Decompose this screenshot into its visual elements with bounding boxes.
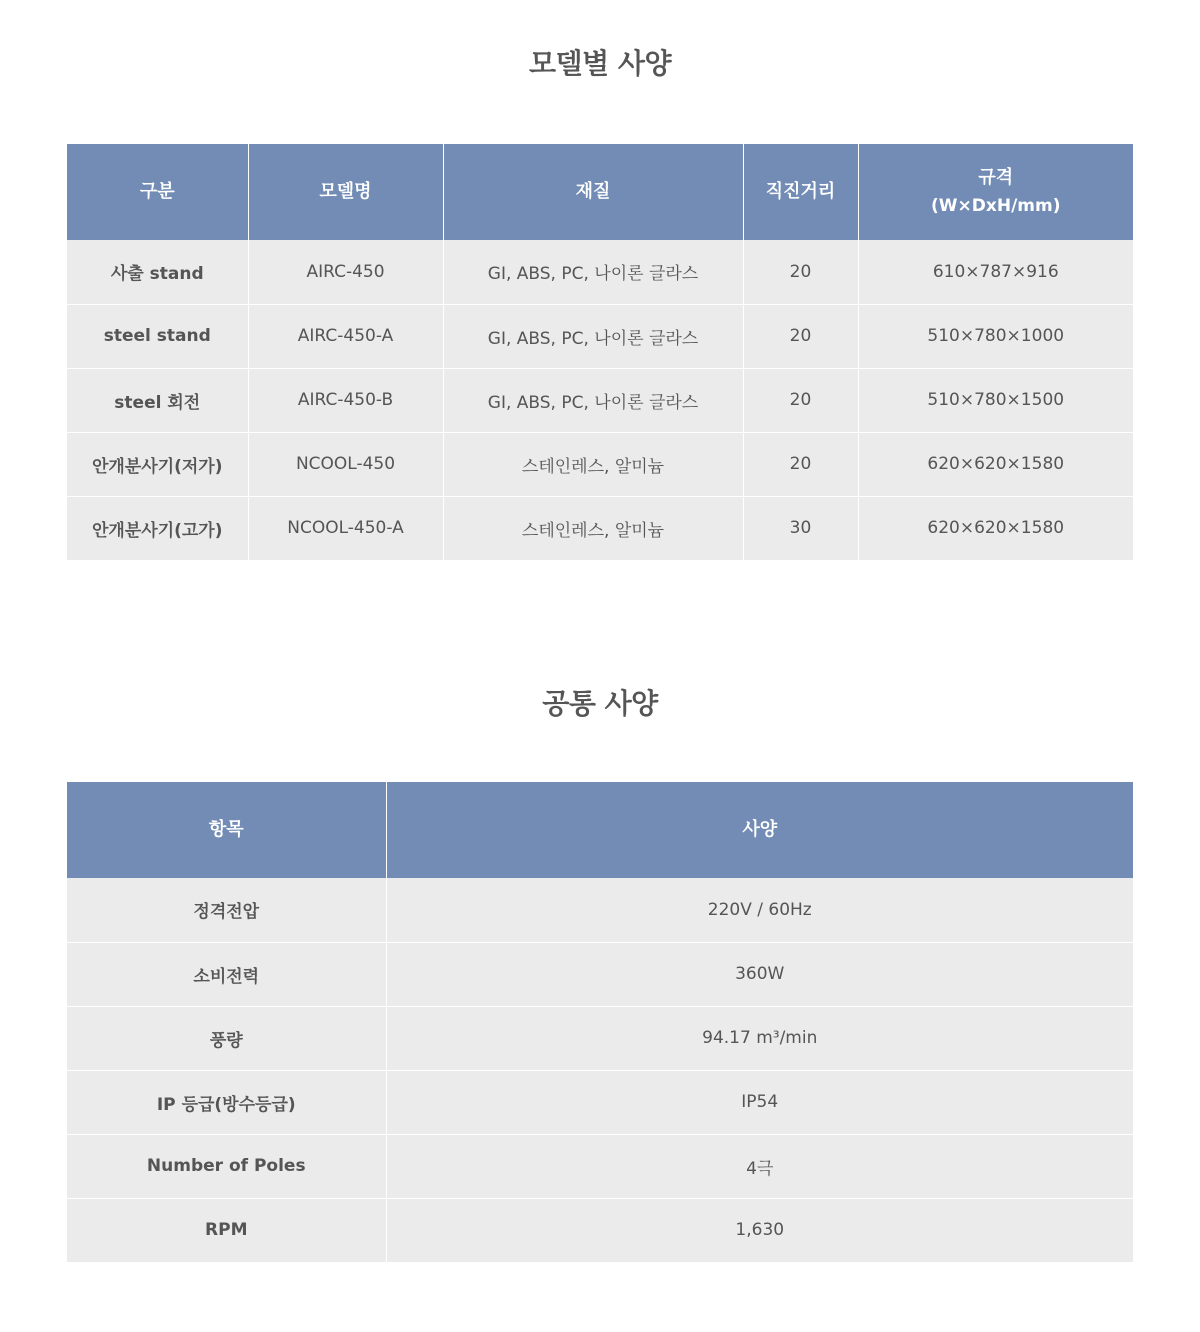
header-size-label: 규격 <box>978 167 1014 188</box>
table-row <box>67 1134 1133 1198</box>
table-row <box>67 1006 1133 1070</box>
cell-category: steel 회전 <box>67 368 248 432</box>
header-item: 항목 <box>67 782 386 878</box>
cell-material: GI, ABS, PC, 나이론 글라스 <box>443 368 743 432</box>
cell-size: 510×780×1500 <box>858 368 1133 432</box>
table-row <box>67 432 1133 496</box>
cell-model: AIRC-450 <box>248 240 443 304</box>
cell-material: 스테인레스, 알미늄 <box>443 432 743 496</box>
cell-item: 소비전력 <box>67 942 386 1006</box>
common-spec-title: 공통 사양 <box>542 687 658 720</box>
cell-category: 안개분사기(저가) <box>67 432 248 496</box>
cell-category: 사출 stand <box>67 240 248 304</box>
table-row <box>67 1198 1133 1262</box>
cell-spec: 360W <box>386 942 1133 1006</box>
cell-item: 정격전압 <box>67 878 386 942</box>
cell-category: 안개분사기(고가) <box>67 496 248 560</box>
cell-material: 스테인레스, 알미늄 <box>443 496 743 560</box>
cell-item: 풍량 <box>67 1006 386 1070</box>
cell-model: AIRC-450-B <box>248 368 443 432</box>
header-spec: 사양 <box>386 782 1133 878</box>
cell-size: 620×620×1580 <box>858 432 1133 496</box>
model-spec-table <box>67 144 1133 560</box>
table-header-row <box>67 782 1133 878</box>
common-spec-table <box>67 782 1133 1262</box>
cell-category: steel stand <box>67 304 248 368</box>
header-category: 구분 <box>67 144 248 240</box>
cell-distance: 20 <box>743 368 858 432</box>
header-model: 모델명 <box>248 144 443 240</box>
cell-spec: IP54 <box>386 1070 1133 1134</box>
table-row <box>67 878 1133 942</box>
cell-distance: 20 <box>743 240 858 304</box>
cell-spec: 94.17 m³/min <box>386 1006 1133 1070</box>
cell-item: Number of Poles <box>67 1134 386 1198</box>
cell-spec: 220V / 60Hz <box>386 878 1133 942</box>
table-row <box>67 496 1133 560</box>
table-row <box>67 942 1133 1006</box>
cell-material: GI, ABS, PC, 나이론 글라스 <box>443 304 743 368</box>
model-spec-title: 모델별 사양 <box>529 47 671 80</box>
cell-item: IP 등급(방수등급) <box>67 1070 386 1134</box>
cell-distance: 20 <box>743 304 858 368</box>
cell-model: NCOOL-450 <box>248 432 443 496</box>
cell-item: RPM <box>67 1198 386 1262</box>
table-row <box>67 240 1133 304</box>
cell-material: GI, ABS, PC, 나이론 글라스 <box>443 240 743 304</box>
cell-size: 510×780×1000 <box>858 304 1133 368</box>
header-distance: 직진거리 <box>743 144 858 240</box>
cell-size: 610×787×916 <box>858 240 1133 304</box>
table-row <box>67 304 1133 368</box>
cell-spec: 4극 <box>386 1134 1133 1198</box>
table-row <box>67 368 1133 432</box>
header-size <box>858 144 1133 240</box>
header-material: 재질 <box>443 144 743 240</box>
header-size-unit: (W×DxH/mm) <box>931 196 1061 216</box>
cell-size: 620×620×1580 <box>858 496 1133 560</box>
cell-distance: 30 <box>743 496 858 560</box>
cell-model: AIRC-450-A <box>248 304 443 368</box>
cell-model: NCOOL-450-A <box>248 496 443 560</box>
cell-spec: 1,630 <box>386 1198 1133 1262</box>
table-row <box>67 1070 1133 1134</box>
table-header-row <box>67 144 1133 240</box>
cell-distance: 20 <box>743 432 858 496</box>
